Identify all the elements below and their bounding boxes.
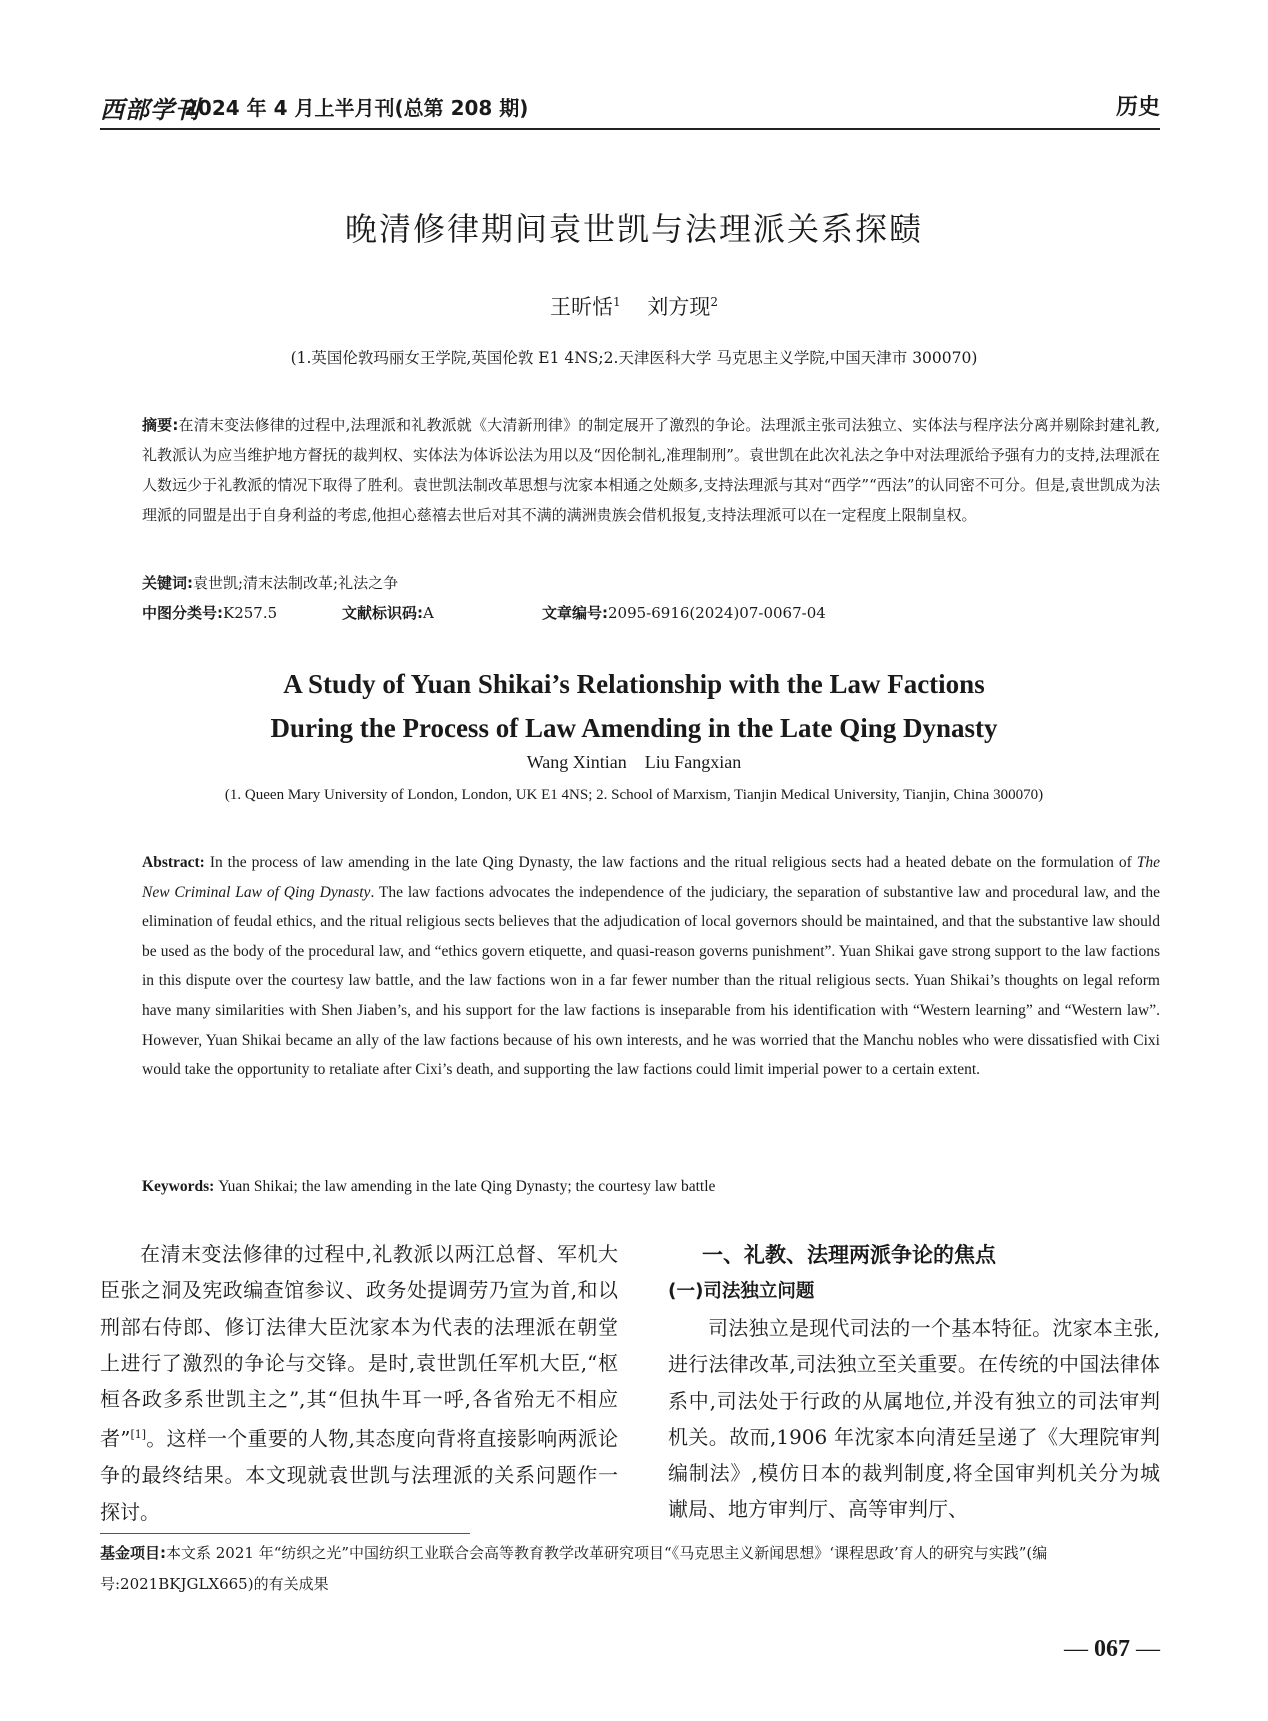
keywords-chinese xyxy=(142,568,1160,598)
section-heading: 一、礼教、法理两派争论的焦点 xyxy=(702,1243,996,1267)
abstract-label: 摘要: xyxy=(142,416,179,434)
article-number-value: 2095-6916(2024)07-0067-04 xyxy=(608,604,826,622)
author-affil-mark: 1 xyxy=(613,295,621,309)
body-column-left xyxy=(100,1236,618,1530)
footnote-rule xyxy=(100,1533,470,1534)
abstract-text: 在清末变法修律的过程中,法理派和礼教派就《大清新刑律》的制定展开了激烈的争论。法理派主张司法独立、实体法与程序法分离并剔除封建礼教,礼教派认为应当维护地方督抚的裁判权、实体法为体诉讼法为用以及“因伦制礼,准理制刑”。袁世凯在此次礼法之争中对法理派给予强有力的支持,法理派在人数远少于礼教派的情况下取得了胜利。袁世凯法制改革思想与沈家本相通之处颇多,支持法理派与其对“西学”“西法”的认同密不可分。但是,袁世凯成为法理派的同盟是出于自身利益的考虑,他担心慈禧去世后对其不满的满洲贵族会借机报复,支持法理派可以在一定程度上限制皇权。 xyxy=(142,416,1161,524)
citation-mark: [1] xyxy=(130,1428,147,1442)
page-number-dash: — xyxy=(1136,1636,1160,1662)
body-text: 。这样一个重要的人物,其态度向背将直接影响两派论争的最终结果。本文现就袁世凯与法理派的关系问题作一探讨。 xyxy=(100,1427,618,1524)
law-title-italic: The New Criminal Law of Qing Dynasty xyxy=(142,854,1161,901)
page-number-value: 067 xyxy=(1094,1636,1130,1662)
affiliation-chinese: (1.英国伦敦玛丽女王学院,英国伦敦 E1 4NS;2.天津医科大学 马克思主义学院,中国天津市 300070) xyxy=(290,349,978,367)
affiliation-english: (1. Queen Mary University of London, London, UK E1 4NS; 2. School of Marxism, Tianjin Medical University, Tianjin, China 300070) xyxy=(224,787,1044,803)
subsection-heading: (一)司法独立问题 xyxy=(668,1281,815,1302)
title-english-line: A Study of Yuan Shikai’s Relationship with the Law Factions xyxy=(283,669,985,699)
doc-code-value: A xyxy=(423,604,434,622)
doc-code-label: 文献标识码: xyxy=(342,604,423,622)
keywords-text: 袁世凯;清末法制改革;礼法之争 xyxy=(193,574,399,592)
title-english-line: During the Process of Law Amending in the Late Qing Dynasty xyxy=(270,713,998,743)
body-column-right xyxy=(668,1236,1160,1528)
author-name: 刘方现 xyxy=(647,295,711,319)
section-label: 历史 xyxy=(1115,95,1160,120)
abstract-text-english: In the process of law amending in the late Qing Dynasty, the law factions and the ritual religious sects had a heated debate on the formulation of xyxy=(209,854,1132,871)
abstract-text-english-cont: . The law factions advocates the independence of the judiciary, the separation of substantive law and procedural law, and the elimination of feudal ethics, and the ritual religious sects believes that the adjudication of local governors should be maintained, and that the substantive law should be used as the body of the procedural law, and “ethics govern etiquette, and quasi-reason governs punishment”. Yuan Shikai gave strong support to the law factions in this dispute over the courtesy law battle, and the law factions won in a far fewer number than the ritual religious sects. Yuan Shikai’s thoughts on legal reform have many similarities with Shen Jiaben’s, and his support for the law factions is inseparable from his identification with “Western learning” and “Western law”. However, Yuan Shikai became an ally of the law factions because of his own interests, and he was worried that the Manchu nobles who were dissatisfied with Cixi would take the opportunity to retaliate after Cixi’s death, and supporting the law factions could limit imperial power to a certain extent. xyxy=(142,883,1160,1079)
keywords-english xyxy=(142,1172,1160,1201)
funding-note xyxy=(100,1538,1160,1600)
title-english xyxy=(0,662,1268,750)
document-code xyxy=(342,598,434,628)
abstract-chinese xyxy=(142,410,1160,530)
issue-info: 2024 年 4 月上半月刊(总第 208 期) xyxy=(184,96,529,120)
body-text: 在清末变法修律的过程中,礼教派以两江总督、军机大臣张之洞及宪政编查馆参议、政务处提调劳乃宣为首,和以刑部右侍郎、修订法律大臣沈家本为代表的法理派在朝堂上进行了激烈的争论与交锋。是时,袁世凯任军机大臣,“枢桓各政多系世凯主之”,其“但执牛耳一呼,各省殆无不相应者” xyxy=(100,1242,618,1452)
abstract-english xyxy=(142,848,1160,1085)
body-paragraph xyxy=(100,1236,618,1530)
body-paragraph: 司法独立是现代司法的一个基本特征。沈家本主张,进行法律改革,司法独立至关重要。在传统的中国法律体系中,司法处于行政的从属地位,并没有独立的司法审判机关。故而,1906 年沈家本向清廷呈递了《大理院审判编制法》,模仿日本的裁判制度,将全国审判机关分为城谳局、地方审判厅、高等审判厅、 xyxy=(668,1316,1160,1522)
author-name: 王昕恬 xyxy=(550,295,613,319)
journal-name: 西部学刊 xyxy=(100,95,200,124)
clc-number xyxy=(142,598,277,628)
header-rule xyxy=(100,128,1160,130)
authors-english: Wang Xintian Liu Fangxian xyxy=(526,752,742,772)
clc-value: K257.5 xyxy=(223,604,278,622)
funding-text: 本文系 2021 年“纺织之光”中国纺织工业联合会高等教育教学改革研究项目“《马克思主义新闻思想》‘课程思政’育人的研究与实践”(编号:2021BKJGLX665)的有关成果 xyxy=(100,1544,1048,1593)
author-affil-mark: 2 xyxy=(710,295,718,309)
clc-label: 中图分类号: xyxy=(142,604,223,622)
keywords-label: 关键词: xyxy=(142,574,193,592)
article-number xyxy=(542,598,826,628)
abstract-label-english: Abstract: xyxy=(142,854,205,871)
keywords-label-english: Keywords: xyxy=(142,1178,215,1195)
article-number-label: 文章编号: xyxy=(542,604,608,622)
page-number-dash: — xyxy=(1064,1636,1088,1662)
title-chinese: 晚清修律期间袁世凯与法理派关系探赜 xyxy=(344,210,923,248)
funding-label: 基金项目: xyxy=(100,1544,166,1562)
authors-chinese xyxy=(0,291,1268,321)
running-header xyxy=(100,86,1160,126)
keywords-text-english: Yuan Shikai; the law amending in the late Qing Dynasty; the courtesy law battle xyxy=(218,1178,716,1195)
page-number xyxy=(1064,1636,1160,1663)
